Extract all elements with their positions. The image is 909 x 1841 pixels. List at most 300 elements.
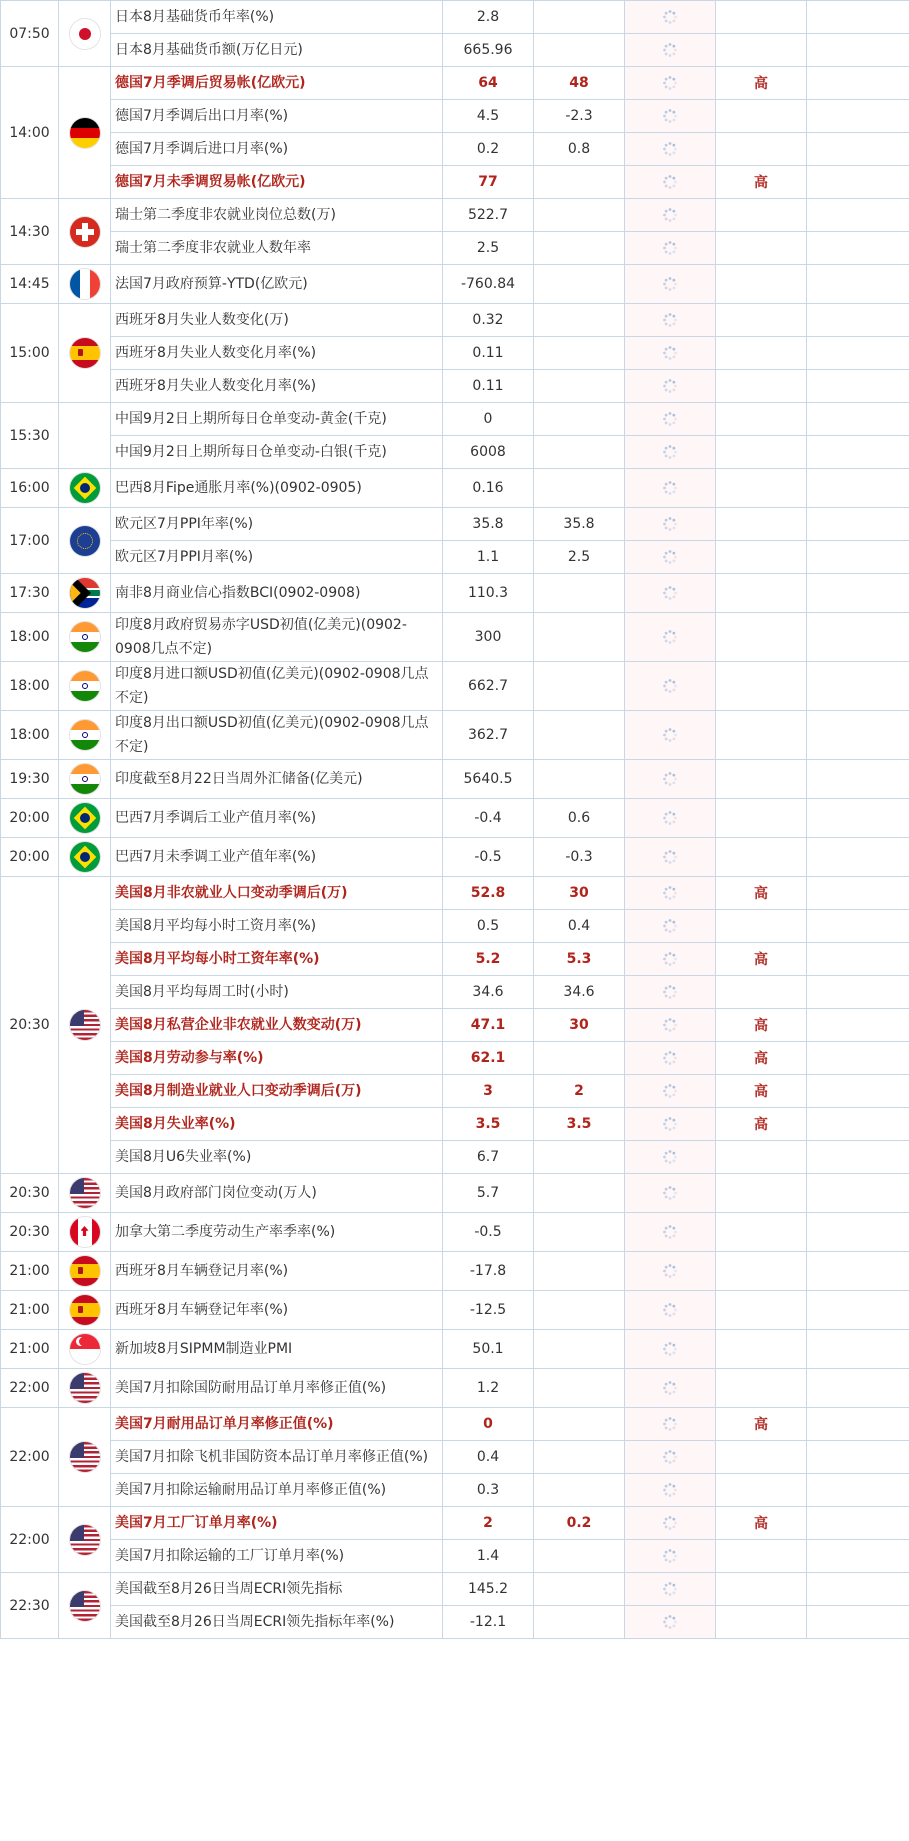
importance-label (716, 1252, 807, 1291)
event-name: 美国8月非农就业人口变动季调后(万) (111, 877, 443, 910)
row-end-cell (807, 1141, 909, 1174)
flag-br-icon (70, 803, 100, 833)
event-time: 14:45 (1, 265, 59, 304)
forecast-value: 30 (534, 1009, 625, 1042)
loading-icon (662, 1017, 678, 1033)
actual-value (625, 1213, 716, 1252)
importance-label (716, 1141, 807, 1174)
table-row (1, 67, 909, 100)
event-name: 美国8月劳动参与率(%) (111, 1042, 443, 1075)
previous-value: 52.8 (443, 877, 534, 910)
forecast-value: -0.3 (534, 838, 625, 877)
flag-cell (59, 877, 111, 1174)
actual-value (625, 574, 716, 613)
flag-in-icon (70, 671, 100, 701)
importance-label (716, 760, 807, 799)
previous-value: 662.7 (443, 662, 534, 711)
previous-value: 0.3 (443, 1474, 534, 1507)
event-name: 瑞士第二季度非农就业岗位总数(万) (111, 199, 443, 232)
importance-label (716, 265, 807, 304)
loading-icon (662, 9, 678, 25)
previous-value: 62.1 (443, 1042, 534, 1075)
table-row (1, 760, 909, 799)
loading-icon (662, 1341, 678, 1357)
row-end-cell (807, 1009, 909, 1042)
actual-value (625, 1369, 716, 1408)
previous-value: 522.7 (443, 199, 534, 232)
flag-us-icon (70, 1591, 100, 1621)
previous-value: 0.2 (443, 133, 534, 166)
actual-value (625, 1075, 716, 1108)
forecast-value (534, 1330, 625, 1369)
loading-icon (662, 444, 678, 460)
previous-value: 1.4 (443, 1540, 534, 1573)
table-row (1, 232, 909, 265)
row-end-cell (807, 1441, 909, 1474)
loading-icon (662, 585, 678, 601)
previous-value: -17.8 (443, 1252, 534, 1291)
event-name: 新加坡8月SIPMM制造业PMI (111, 1330, 443, 1369)
event-name: 美国7月扣除运输耐用品订单月率修正值(%) (111, 1474, 443, 1507)
actual-value (625, 910, 716, 943)
event-name: 南非8月商业信心指数BCI(0902-0908) (111, 574, 443, 613)
previous-value: 2 (443, 1507, 534, 1540)
forecast-value (534, 436, 625, 469)
event-name: 印度8月出口额USD初值(亿美元)(0902-0908几点不定) (111, 711, 443, 760)
flag-br-icon (70, 473, 100, 503)
importance-label: 高 (716, 943, 807, 976)
previous-value: 6008 (443, 436, 534, 469)
actual-value (625, 232, 716, 265)
table-row (1, 910, 909, 943)
loading-icon (662, 1449, 678, 1465)
event-name: 瑞士第二季度非农就业人数年率 (111, 232, 443, 265)
forecast-value (534, 232, 625, 265)
flag-cell (59, 1252, 111, 1291)
table-row (1, 877, 909, 910)
event-name: 印度8月进口额USD初值(亿美元)(0902-0908几点不定) (111, 662, 443, 711)
row-end-cell (807, 34, 909, 67)
row-end-cell (807, 1042, 909, 1075)
loading-icon (662, 1224, 678, 1240)
table-row (1, 1441, 909, 1474)
actual-value (625, 613, 716, 662)
importance-label (716, 1606, 807, 1639)
table-row (1, 1474, 909, 1507)
flag-cell (59, 1, 111, 67)
importance-label (716, 1441, 807, 1474)
event-name: 西班牙8月失业人数变化月率(%) (111, 370, 443, 403)
event-name: 美国8月失业率(%) (111, 1108, 443, 1141)
actual-value (625, 541, 716, 574)
forecast-value (534, 574, 625, 613)
event-name: 美国8月平均每小时工资月率(%) (111, 910, 443, 943)
forecast-value: 0.8 (534, 133, 625, 166)
loading-icon (662, 1050, 678, 1066)
forecast-value (534, 1042, 625, 1075)
loading-icon (662, 207, 678, 223)
importance-label (716, 1369, 807, 1408)
previous-value: 0.16 (443, 469, 534, 508)
importance-label (716, 436, 807, 469)
loading-icon (662, 885, 678, 901)
table-row (1, 1075, 909, 1108)
previous-value: -0.5 (443, 1213, 534, 1252)
loading-icon (662, 1614, 678, 1630)
row-end-cell (807, 304, 909, 337)
event-name: 美国7月扣除国防耐用品订单月率修正值(%) (111, 1369, 443, 1408)
row-end-cell (807, 1507, 909, 1540)
loading-icon (662, 174, 678, 190)
importance-label: 高 (716, 1042, 807, 1075)
importance-label (716, 613, 807, 662)
flag-cell (59, 1507, 111, 1573)
actual-value (625, 1606, 716, 1639)
table-row (1, 662, 909, 711)
previous-value: 35.8 (443, 508, 534, 541)
table-row (1, 265, 909, 304)
table-row (1, 337, 909, 370)
previous-value: 2.8 (443, 1, 534, 34)
loading-icon (662, 411, 678, 427)
forecast-value (534, 1606, 625, 1639)
loading-icon (662, 1482, 678, 1498)
event-time: 20:00 (1, 799, 59, 838)
previous-value: 50.1 (443, 1330, 534, 1369)
actual-value (625, 877, 716, 910)
importance-label (716, 1, 807, 34)
event-time: 16:00 (1, 469, 59, 508)
forecast-value (534, 711, 625, 760)
previous-value: -0.4 (443, 799, 534, 838)
loading-icon (662, 1149, 678, 1165)
table-row (1, 1330, 909, 1369)
actual-value (625, 976, 716, 1009)
table-row (1, 1408, 909, 1441)
forecast-value (534, 613, 625, 662)
loading-icon (662, 629, 678, 645)
event-name: 西班牙8月车辆登记月率(%) (111, 1252, 443, 1291)
row-end-cell (807, 838, 909, 877)
previous-value: 6.7 (443, 1141, 534, 1174)
row-end-cell (807, 403, 909, 436)
previous-value: 3.5 (443, 1108, 534, 1141)
importance-label: 高 (716, 67, 807, 100)
row-end-cell (807, 1174, 909, 1213)
event-time: 22:00 (1, 1507, 59, 1573)
forecast-value (534, 1369, 625, 1408)
importance-label: 高 (716, 1108, 807, 1141)
event-time: 14:30 (1, 199, 59, 265)
previous-value: 0 (443, 403, 534, 436)
actual-value (625, 943, 716, 976)
loading-icon (662, 42, 678, 58)
event-time: 21:00 (1, 1291, 59, 1330)
actual-value (625, 1252, 716, 1291)
flag-es-icon (70, 1295, 100, 1325)
flag-us-icon (70, 1525, 100, 1555)
importance-label (716, 34, 807, 67)
importance-label: 高 (716, 1408, 807, 1441)
forecast-value (534, 1213, 625, 1252)
table-row (1, 508, 909, 541)
loading-icon (662, 918, 678, 934)
table-row (1, 574, 909, 613)
forecast-value: 3.5 (534, 1108, 625, 1141)
table-row (1, 100, 909, 133)
event-name: 巴西7月未季调工业产值年率(%) (111, 838, 443, 877)
row-end-cell (807, 1075, 909, 1108)
table-row (1, 133, 909, 166)
previous-value: 0.5 (443, 910, 534, 943)
row-end-cell (807, 711, 909, 760)
loading-icon (662, 516, 678, 532)
actual-value (625, 469, 716, 508)
row-end-cell (807, 199, 909, 232)
loading-icon (662, 141, 678, 157)
row-end-cell (807, 100, 909, 133)
flag-eu-icon (70, 526, 100, 556)
event-time: 22:00 (1, 1408, 59, 1507)
actual-value (625, 304, 716, 337)
forecast-value (534, 34, 625, 67)
previous-value: 5.7 (443, 1174, 534, 1213)
forecast-value (534, 1408, 625, 1441)
table-row (1, 838, 909, 877)
loading-icon (662, 1380, 678, 1396)
actual-value (625, 1174, 716, 1213)
actual-value (625, 1540, 716, 1573)
row-end-cell (807, 1291, 909, 1330)
row-end-cell (807, 910, 909, 943)
loading-icon (662, 1263, 678, 1279)
event-time: 15:00 (1, 304, 59, 403)
flag-cell (59, 574, 111, 613)
actual-value (625, 337, 716, 370)
forecast-value: 34.6 (534, 976, 625, 1009)
previous-value: 1.2 (443, 1369, 534, 1408)
previous-value: -12.5 (443, 1291, 534, 1330)
event-name: 巴西7月季调后工业产值月率(%) (111, 799, 443, 838)
flag-cell (59, 838, 111, 877)
flag-br-icon (70, 842, 100, 872)
previous-value: 0 (443, 1408, 534, 1441)
loading-icon (662, 984, 678, 1000)
forecast-value: 5.3 (534, 943, 625, 976)
flag-za-icon (70, 578, 100, 608)
importance-label (716, 403, 807, 436)
flag-cell (59, 1573, 111, 1639)
forecast-value: 2 (534, 1075, 625, 1108)
event-time: 20:30 (1, 1213, 59, 1252)
event-name: 印度8月政府贸易赤字USD初值(亿美元)(0902-0908几点不定) (111, 613, 443, 662)
previous-value: 145.2 (443, 1573, 534, 1606)
row-end-cell (807, 1474, 909, 1507)
actual-value (625, 1108, 716, 1141)
loading-icon (662, 345, 678, 361)
event-name: 美国截至8月26日当周ECRI领先指标年率(%) (111, 1606, 443, 1639)
flag-de-icon (70, 118, 100, 148)
loading-icon (662, 849, 678, 865)
importance-label (716, 1573, 807, 1606)
row-end-cell (807, 166, 909, 199)
table-row (1, 943, 909, 976)
forecast-value (534, 370, 625, 403)
flag-cell (59, 304, 111, 403)
loading-icon (662, 1185, 678, 1201)
event-name: 德国7月季调后贸易帐(亿欧元) (111, 67, 443, 100)
flag-cell (59, 1369, 111, 1408)
table-row (1, 1507, 909, 1540)
importance-label (716, 910, 807, 943)
forecast-value: 30 (534, 877, 625, 910)
previous-value: 2.5 (443, 232, 534, 265)
actual-value (625, 436, 716, 469)
flag-cell (59, 67, 111, 199)
event-time: 21:00 (1, 1330, 59, 1369)
event-time: 18:00 (1, 613, 59, 662)
event-name: 欧元区7月PPI月率(%) (111, 541, 443, 574)
actual-value (625, 1441, 716, 1474)
table-row (1, 1141, 909, 1174)
event-name: 西班牙8月失业人数变化(万) (111, 304, 443, 337)
loading-icon (662, 1581, 678, 1597)
forecast-value (534, 1141, 625, 1174)
actual-value (625, 662, 716, 711)
forecast-value (534, 1540, 625, 1573)
row-end-cell (807, 337, 909, 370)
importance-label (716, 1174, 807, 1213)
importance-label (716, 370, 807, 403)
flag-cell (59, 265, 111, 304)
actual-value (625, 1, 716, 34)
row-end-cell (807, 1573, 909, 1606)
previous-value: 47.1 (443, 1009, 534, 1042)
importance-label (716, 199, 807, 232)
table-row (1, 304, 909, 337)
forecast-value: 48 (534, 67, 625, 100)
flag-cell (59, 469, 111, 508)
table-row (1, 1174, 909, 1213)
importance-label: 高 (716, 877, 807, 910)
event-name: 德国7月季调后进口月率(%) (111, 133, 443, 166)
loading-icon (662, 1083, 678, 1099)
table-row (1, 1009, 909, 1042)
previous-value: 110.3 (443, 574, 534, 613)
actual-value (625, 403, 716, 436)
actual-value (625, 1330, 716, 1369)
previous-value: -760.84 (443, 265, 534, 304)
actual-value (625, 100, 716, 133)
forecast-value (534, 662, 625, 711)
actual-value (625, 1474, 716, 1507)
flag-cell (59, 403, 111, 469)
forecast-value (534, 1474, 625, 1507)
actual-value (625, 799, 716, 838)
event-time: 18:00 (1, 662, 59, 711)
row-end-cell (807, 1330, 909, 1369)
loading-icon (662, 1302, 678, 1318)
row-end-cell (807, 1606, 909, 1639)
table-row (1, 799, 909, 838)
event-name: 日本8月基础货币年率(%) (111, 1, 443, 34)
importance-label (716, 100, 807, 133)
table-row (1, 403, 909, 436)
actual-value (625, 370, 716, 403)
previous-value: 5.2 (443, 943, 534, 976)
event-name: 加拿大第二季度劳动生产率季率(%) (111, 1213, 443, 1252)
table-row (1, 541, 909, 574)
row-end-cell (807, 370, 909, 403)
forecast-value (534, 469, 625, 508)
flag-cell (59, 1291, 111, 1330)
event-name: 法国7月政府预算-YTD(亿欧元) (111, 265, 443, 304)
forecast-value (534, 166, 625, 199)
row-end-cell (807, 613, 909, 662)
actual-value (625, 133, 716, 166)
event-time: 20:30 (1, 1174, 59, 1213)
loading-icon (662, 75, 678, 91)
row-end-cell (807, 232, 909, 265)
previous-value: -12.1 (443, 1606, 534, 1639)
event-name: 美国7月扣除飞机非国防资本品订单月率修正值(%) (111, 1441, 443, 1474)
importance-label (716, 574, 807, 613)
forecast-value (534, 265, 625, 304)
flag-jp-icon (70, 19, 100, 49)
forecast-value: 2.5 (534, 541, 625, 574)
table-row (1, 1252, 909, 1291)
previous-value: 362.7 (443, 711, 534, 760)
loading-icon (662, 678, 678, 694)
forecast-value (534, 304, 625, 337)
actual-value (625, 1408, 716, 1441)
row-end-cell (807, 541, 909, 574)
event-name: 中国9月2日上期所每日仓单变动-白银(千克) (111, 436, 443, 469)
row-end-cell (807, 799, 909, 838)
importance-label (716, 976, 807, 1009)
event-name: 美国8月平均每周工时(小时) (111, 976, 443, 1009)
actual-value (625, 508, 716, 541)
loading-icon (662, 810, 678, 826)
previous-value: 300 (443, 613, 534, 662)
actual-value (625, 67, 716, 100)
previous-value: 4.5 (443, 100, 534, 133)
table-row (1, 1108, 909, 1141)
importance-label (716, 304, 807, 337)
forecast-value (534, 1573, 625, 1606)
loading-icon (662, 951, 678, 967)
flag-ch-icon (70, 217, 100, 247)
event-time: 20:30 (1, 877, 59, 1174)
flag-cell (59, 613, 111, 662)
loading-icon (662, 312, 678, 328)
importance-label (716, 662, 807, 711)
importance-label (716, 232, 807, 265)
loading-icon (662, 108, 678, 124)
row-end-cell (807, 662, 909, 711)
forecast-value (534, 199, 625, 232)
event-name: 美国7月工厂订单月率(%) (111, 1507, 443, 1540)
actual-value (625, 1042, 716, 1075)
table-row (1, 1540, 909, 1573)
importance-label (716, 508, 807, 541)
actual-value (625, 1009, 716, 1042)
row-end-cell (807, 1369, 909, 1408)
table-row (1, 1369, 909, 1408)
table-row (1, 1042, 909, 1075)
row-end-cell (807, 508, 909, 541)
importance-label (716, 541, 807, 574)
